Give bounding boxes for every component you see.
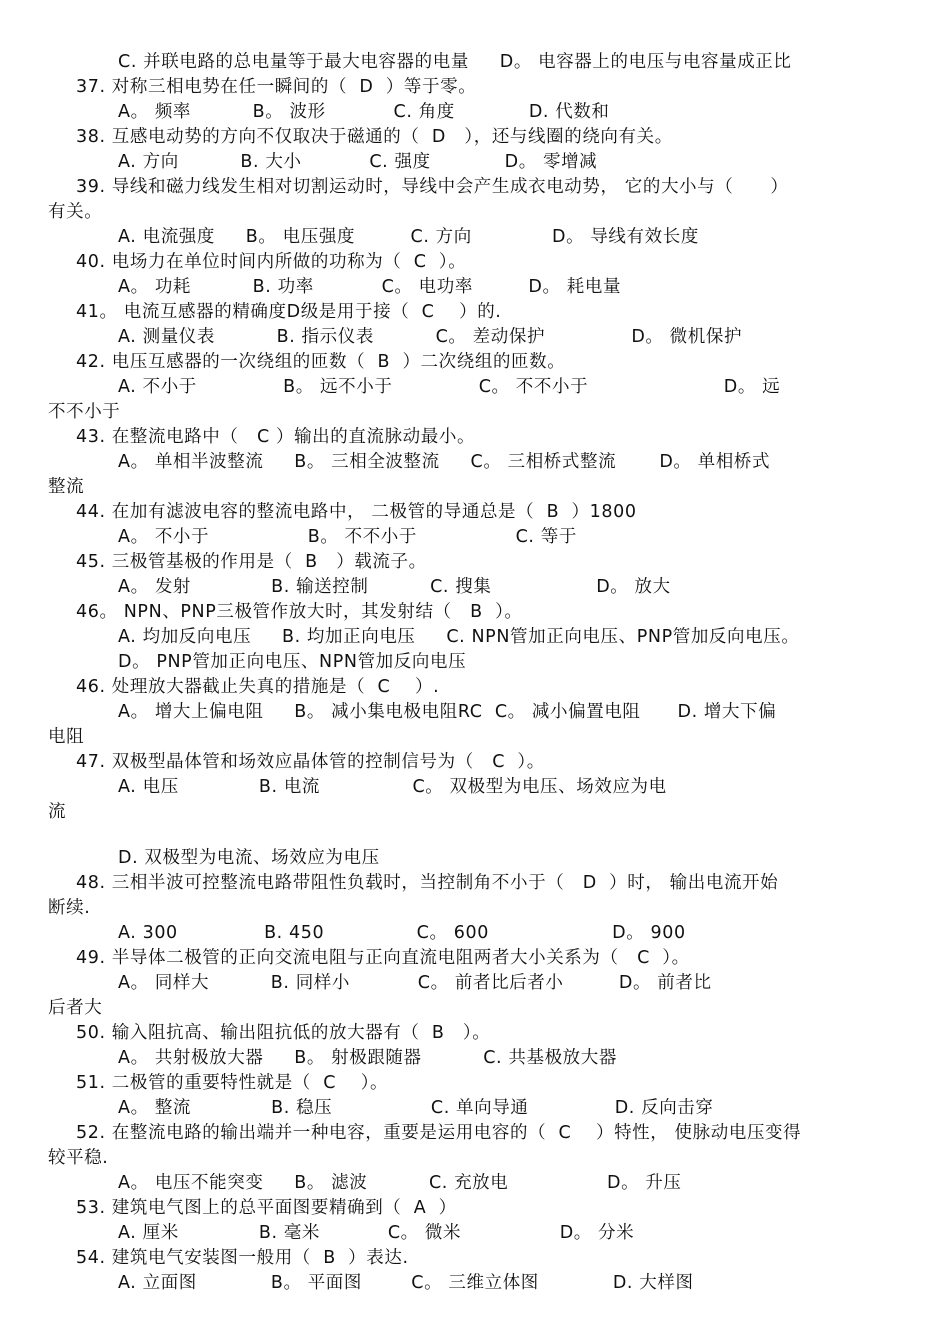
options-line: A。 功耗 B. 功率 C。 电功率 D。 耗电量 — [118, 277, 622, 297]
options-line-wrap: 电阻 — [48, 727, 85, 747]
question-line: 42. 电压互感器的一次绕组的匝数（ B ）二次绕组的匝数。 — [76, 352, 566, 372]
question-line: 39. 导线和磁力线发生相对切割运动时，导线中会产生成衣电动势， 它的大小与（ ） — [76, 177, 789, 197]
options-line: A。 共射极放大器 B。 射极跟随器 C. 共基极放大器 — [118, 1048, 617, 1068]
options-line: A。 发射 B. 输送控制 C. 搜集 D。 放大 — [118, 577, 671, 597]
question-line: 54. 建筑电气安装图一般用（ B ）表达. — [76, 1248, 409, 1268]
text-line: C. 并联电路的总电量等于最大电容器的电量 D。 电容器上的电压与电容量成正比 — [118, 52, 792, 72]
options-line: A. 300 B. 450 C。 600 D。 900 — [118, 923, 686, 943]
question-line-wrap: 较平稳. — [48, 1148, 109, 1168]
options-line: A。 电压不能突变 B。 滤波 C. 充放电 D。 升压 — [118, 1173, 682, 1193]
options-line: A. 不小于 B。 远不小于 C。 不不小于 D。 远 — [118, 377, 781, 397]
question-line: 43. 在整流电路中（ C ）输出的直流脉动最小。 — [76, 427, 476, 447]
question-line-wrap: 有关。 — [48, 202, 103, 222]
options-line-wrap: 不不小于 — [48, 402, 121, 422]
options-line: A。 同样大 B. 同样小 C。 前者比后者小 D。 前者比 — [118, 973, 712, 993]
options-line: A. 电压 B. 电流 C。 双极型为电压、场效应为电 — [118, 777, 667, 797]
question-line: 49. 半导体二极管的正向交流电阻与正向直流电阻两者大小关系为（ C ）。 — [76, 948, 690, 968]
question-line: 52. 在整流电路的输出端并一种电容，重要是运用电容的（ C ）特性， 使脉动电压变得 — [76, 1123, 802, 1143]
options-line: A。 整流 B. 稳压 C. 单向导通 D. 反向击穿 — [118, 1098, 714, 1118]
question-line: 46. 处理放大器截止失真的措施是（ C ）. — [76, 677, 440, 697]
options-line: A。 单相半波整流 B。 三相全波整流 C。 三相桥式整流 D。 单相桥式 — [118, 452, 771, 472]
question-line: 48. 三相半波可控整流电路带阻性负载时，当控制角不小于（ D ）时， 输出电流开始 — [76, 873, 779, 893]
options-line: A. 电流强度 B。 电压强度 C. 方向 D。 导线有效长度 — [118, 227, 699, 247]
question-line: 38. 互感电动势的方向不仅取决于磁通的（ D ），还与线圈的绕向有关。 — [76, 127, 673, 147]
options-line: A. 方向 B. 大小 C. 强度 D。 零增减 — [118, 152, 598, 172]
options-line-wrap: 流 — [48, 802, 67, 822]
options-line: A。 增大上偏电阻 B。 减小集电极电阻RC C。 减小偏置电阻 D. 增大下偏 — [118, 702, 777, 722]
question-line: 44. 在加有滤波电容的整流电路中， 二极管的导通总是（ B ）1800 — [76, 502, 637, 522]
options-line: A. 测量仪表 B. 指示仪表 C。 差动保护 D。 微机保护 — [118, 327, 743, 347]
question-line: 45. 三极管基极的作用是（ B ）载流子。 — [76, 552, 427, 572]
options-line-wrap: 后者大 — [48, 998, 103, 1018]
question-line: 41。 电流互感器的精确度D级是用于接（ C ）的. — [76, 302, 502, 322]
options-line: A. 立面图 B。 平面图 C。 三维立体图 D. 大样图 — [118, 1273, 694, 1293]
question-line: 40. 电场力在单位时间内所做的功称为（ C ）。 — [76, 252, 467, 272]
question-line: 50. 输入阻抗高、输出阻抗低的放大器有（ B ）。 — [76, 1023, 491, 1043]
options-line: D。 PNP管加正向电压、NPN管加反向电压 — [118, 652, 467, 672]
question-line-wrap: 断续. — [48, 898, 91, 918]
options-line: A。 不小于 B。 不不小于 C. 等于 — [118, 527, 577, 547]
question-line: 37. 对称三相电势在任一瞬间的（ D ）等于零。 — [76, 77, 477, 97]
question-line: 47. 双极型晶体管和场效应晶体管的控制信号为（ C ）。 — [76, 752, 545, 772]
options-line-wrap: 整流 — [48, 477, 85, 497]
question-line: 51. 二极管的重要特性就是（ C ）。 — [76, 1073, 389, 1093]
question-line: 46。 NPN、PNP三极管作放大时，其发射结（ B ）。 — [76, 602, 523, 622]
options-line: A. 均加反向电压 B. 均加正向电压 C. NPN管加正向电压、PNP管加反向电压。 — [118, 627, 800, 647]
options-line: A. 厘米 B. 毫米 C。 微米 D。 分米 — [118, 1223, 635, 1243]
options-line: D. 双极型为电流、场效应为电压 — [118, 848, 380, 868]
question-line: 53. 建筑电气图上的总平面图要精确到（ A ） — [76, 1198, 457, 1218]
options-line: A。 频率 B。 波形 C. 角度 D. 代数和 — [118, 102, 610, 122]
